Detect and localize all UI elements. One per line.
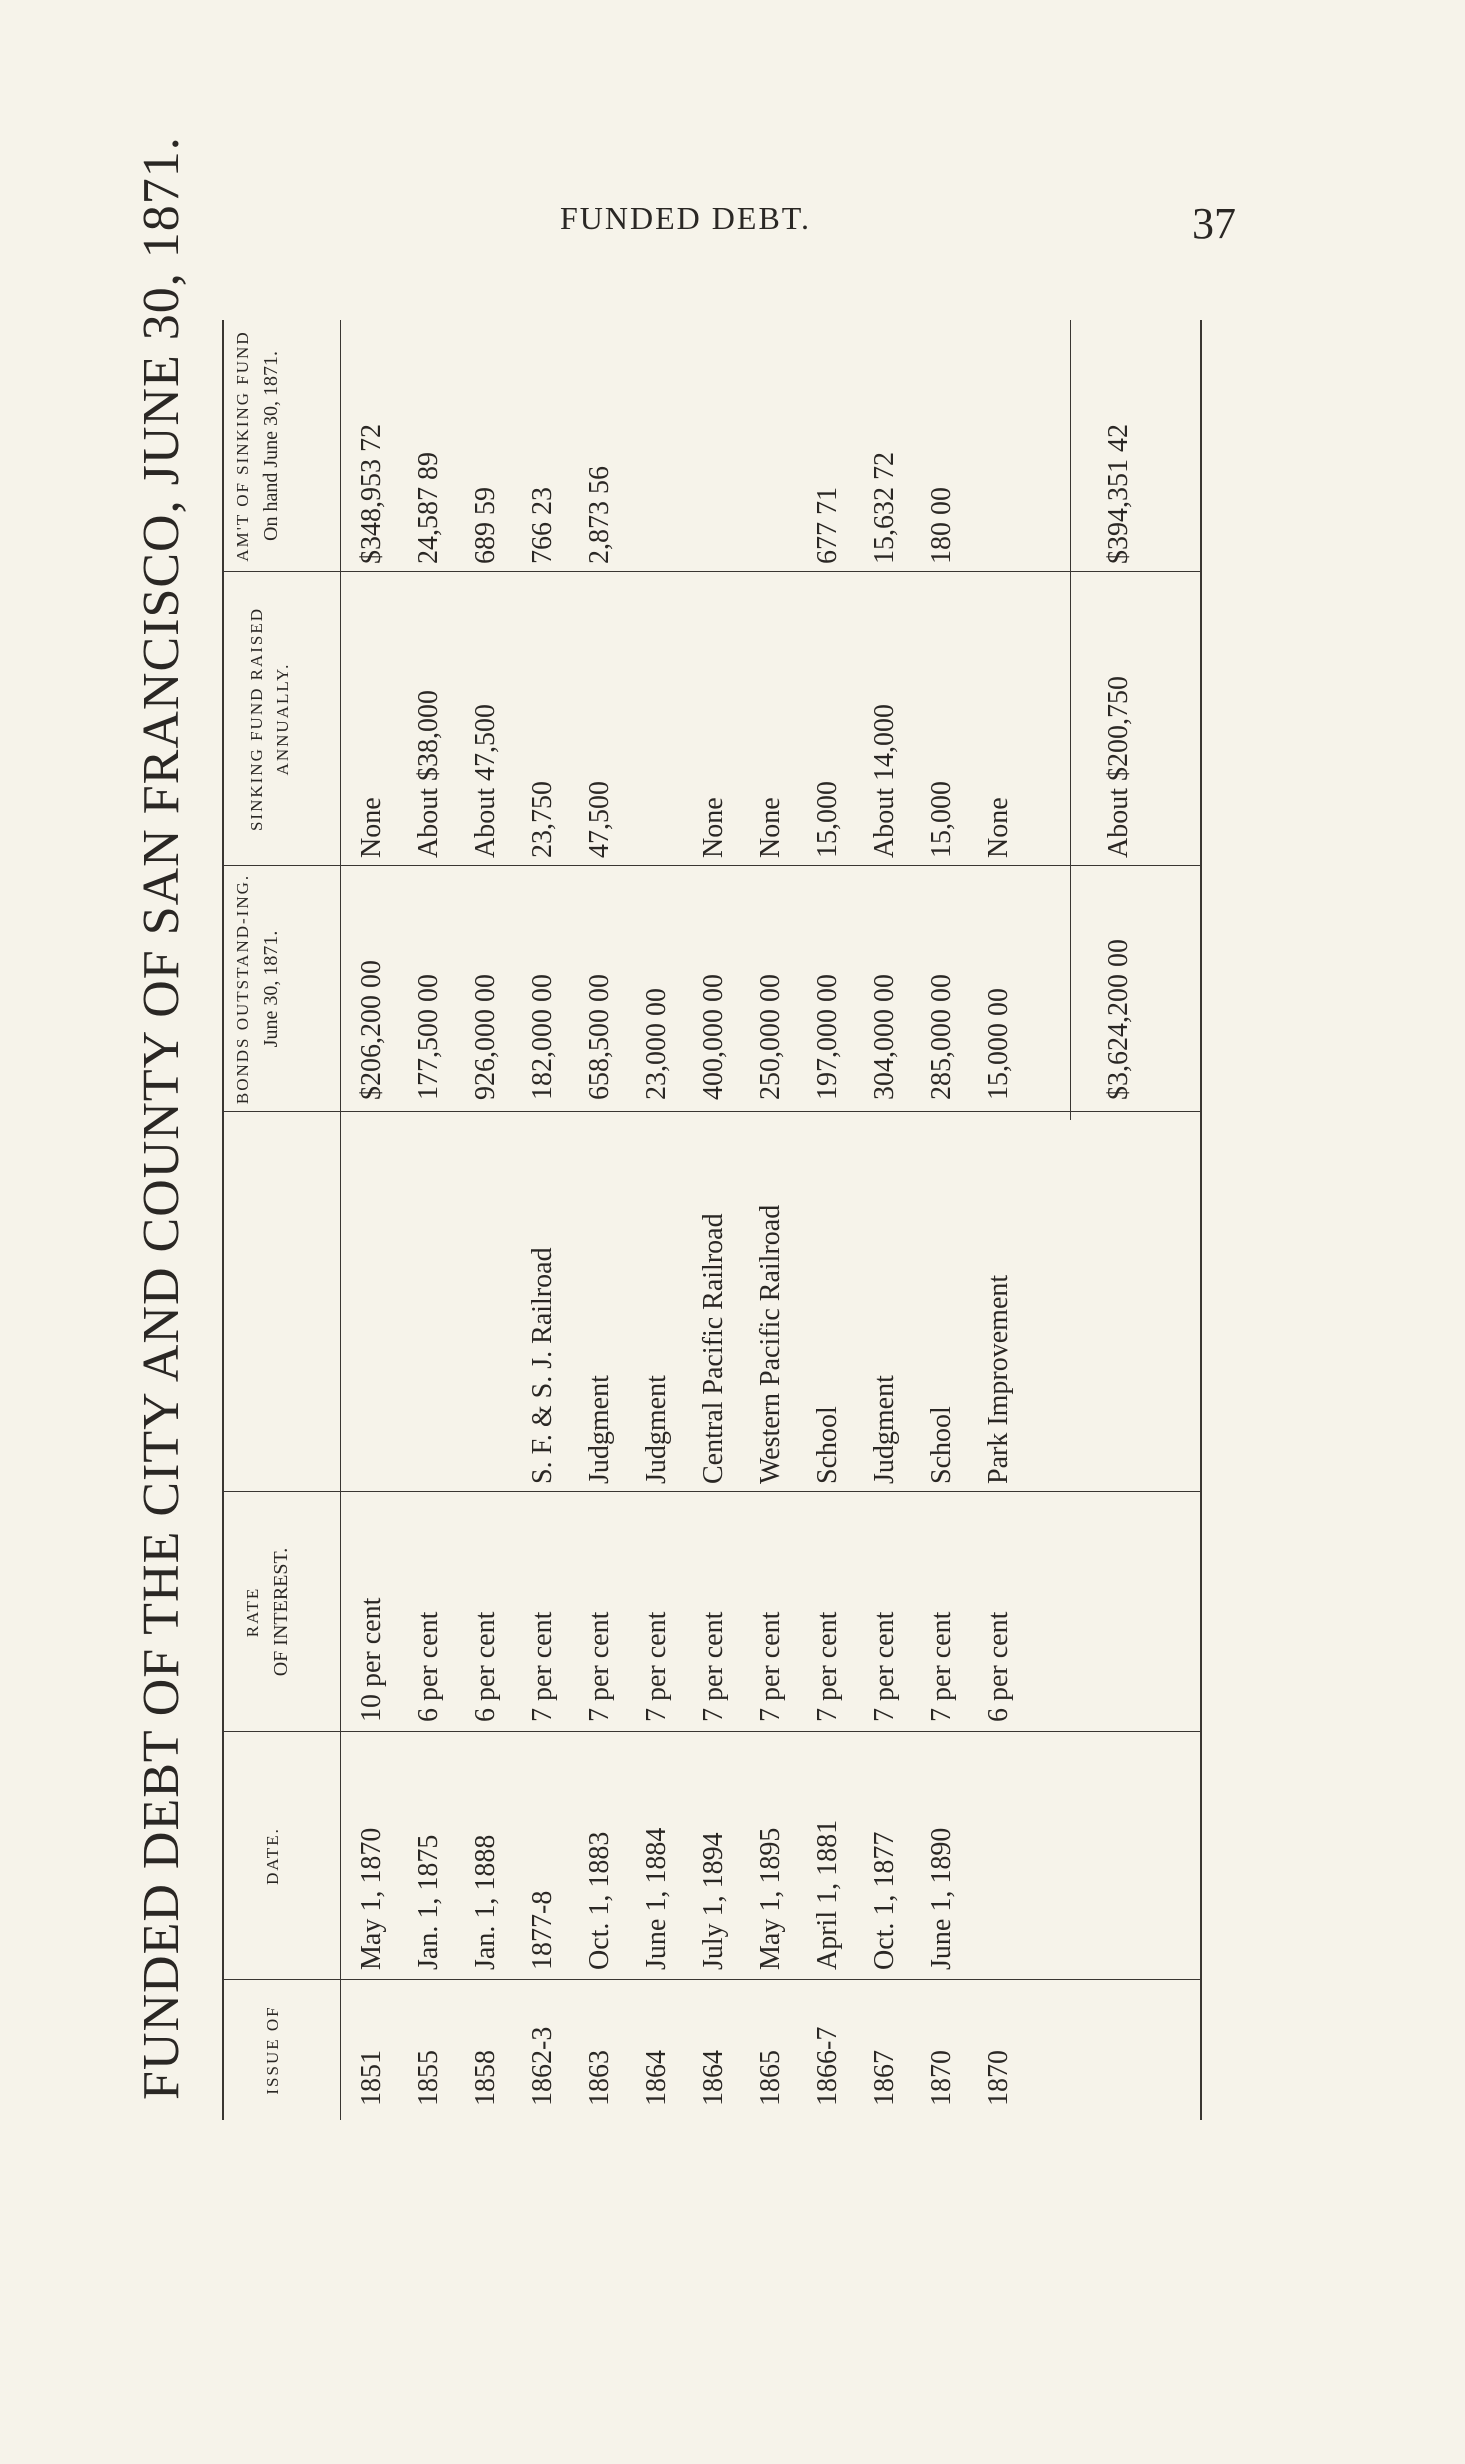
header-rate-sub: OF INTEREST. (269, 1547, 292, 1677)
totals-row (1097, 320, 1157, 1100)
rate-cell: 7 per cent (641, 1611, 672, 1722)
header-issue: ISSUE OF (263, 2005, 282, 2095)
bonds-cell: $206,200 00 (356, 960, 387, 1100)
running-head: FUNDED DEBT. (560, 200, 811, 236)
issue-cell: 1862-3 (527, 2026, 558, 2106)
sinking-cell: None (356, 797, 387, 858)
sinking-cell: 23,750 (527, 781, 558, 858)
bonds-cell: 23,000 00 (641, 988, 672, 1100)
issue-cell: 1867 (869, 2050, 900, 2106)
table-title: FUNDED DEBT OF THE CITY AND COUNTY OF SAN FRANCISCO, JUNE 30, 1871. (133, 136, 190, 2100)
issue-cell: 1864 (641, 2050, 672, 2106)
header-sinking: SINKING FUND RAISED ANNUALLY. (247, 606, 292, 832)
table-row (920, 320, 970, 2120)
issue-cell: 1870 (983, 2050, 1014, 2106)
issue-cell: 1858 (470, 2050, 501, 2106)
sinking-cell: None (983, 797, 1014, 858)
bonds-cell: 658,500 00 (584, 974, 615, 1100)
header-rate (240, 1492, 296, 1732)
issue-cell: 1863 (584, 2050, 615, 2106)
date-cell: June 1, 1884 (641, 1827, 672, 1970)
table-row (464, 320, 514, 2120)
rate-cell: 7 per cent (698, 1611, 729, 1722)
rate-cell: 6 per cent (983, 1611, 1014, 1722)
bonds-cell: 926,000 00 (470, 974, 501, 1100)
purpose-cell: Judgment (869, 1375, 900, 1484)
sinking-cell: None (755, 797, 786, 858)
date-cell: Jan. 1, 1875 (413, 1834, 444, 1970)
table-row (407, 320, 457, 2120)
date-cell: June 1, 1890 (926, 1827, 957, 1970)
rate-cell: 7 per cent (926, 1611, 957, 1722)
bonds-cell: 304,000 00 (869, 974, 900, 1100)
sinking-cell: About $38,000 (413, 690, 444, 858)
purpose-cell: Park Improvement (983, 1274, 1014, 1484)
amount-cell: 2,873 56 (584, 466, 615, 564)
issue-cell: 1864 (698, 2050, 729, 2106)
bonds-cell: 400,000 00 (698, 974, 729, 1100)
rate-cell: 6 per cent (470, 1611, 501, 1722)
table-top-rule (222, 320, 224, 2120)
sinking-cell: About 47,500 (470, 704, 501, 858)
date-cell: 1877-8 (527, 1890, 558, 1970)
table-row (635, 320, 685, 2120)
rate-cell: 7 per cent (527, 1611, 558, 1722)
issue-cell: 1870 (926, 2050, 957, 2106)
date-cell: July 1, 1894 (698, 1832, 729, 1970)
issue-cell: 1851 (356, 2050, 387, 2106)
totals-rule (1070, 320, 1071, 1120)
purpose-cell: S. F. & S. J. Railroad (527, 1247, 558, 1484)
total-sinking: About $200,750 (1103, 676, 1134, 858)
page-number: 37 (1192, 199, 1236, 248)
bonds-cell: 250,000 00 (755, 974, 786, 1100)
date-cell: May 1, 1895 (755, 1827, 786, 1970)
bonds-cell: 177,500 00 (413, 974, 444, 1100)
table-row (350, 320, 400, 2120)
total-bonds: $3,624,200 00 (1103, 939, 1134, 1100)
rate-cell: 10 per cent (356, 1597, 387, 1722)
header-amount-label: AM'T OF SINKING FUND (233, 330, 252, 562)
table-row (863, 320, 913, 2120)
issue-cell: 1855 (413, 2050, 444, 2106)
date-cell: Oct. 1, 1877 (869, 1831, 900, 1970)
issue-cell: 1866-7 (812, 2026, 843, 2106)
header-rate-label: RATE (243, 1586, 262, 1638)
amount-cell: 677 71 (812, 487, 843, 564)
date-cell: Oct. 1, 1883 (584, 1831, 615, 1970)
table-row (521, 320, 571, 2120)
bonds-cell: 182,000 00 (527, 974, 558, 1100)
table-row (977, 320, 1027, 2120)
sinking-cell: About 14,000 (869, 704, 900, 858)
amount-cell: 689 59 (470, 487, 501, 564)
date-cell: Jan. 1, 1888 (470, 1834, 501, 1970)
header-bonds-label: BONDS OUTSTAND-ING. (233, 873, 252, 1105)
purpose-cell: Western Pacific Railroad (755, 1204, 786, 1484)
date-cell: May 1, 1870 (356, 1827, 387, 1970)
amount-cell: 15,632 72 (869, 452, 900, 564)
rate-cell: 7 per cent (812, 1611, 843, 1722)
purpose-cell: School (926, 1406, 957, 1484)
bonds-cell: 285,000 00 (926, 974, 957, 1100)
total-amount: $394,351 42 (1103, 424, 1134, 564)
purpose-cell: Judgment (584, 1375, 615, 1484)
purpose-cell: Central Pacific Railroad (698, 1213, 729, 1484)
table-row (692, 320, 742, 2120)
rate-cell: 6 per cent (413, 1611, 444, 1722)
header-rule (340, 320, 341, 2120)
sinking-cell: 15,000 (812, 781, 843, 858)
amount-cell: 180 00 (926, 487, 957, 564)
amount-cell: 24,587 89 (413, 452, 444, 564)
sinking-cell: 47,500 (584, 781, 615, 858)
funded-debt-table (132, 136, 1212, 2120)
amount-cell: 766 23 (527, 487, 558, 564)
sinking-cell: 15,000 (926, 781, 957, 858)
issue-cell: 1865 (755, 2050, 786, 2106)
header-date: DATE. (263, 1827, 282, 1885)
rate-cell: 7 per cent (755, 1611, 786, 1722)
date-cell: April 1, 1881 (812, 1819, 843, 1970)
table-bottom-rule (1200, 320, 1202, 2120)
header-amount (230, 320, 286, 572)
purpose-cell: School (812, 1406, 843, 1484)
amount-cell: $348,953 72 (356, 424, 387, 564)
rate-cell: 7 per cent (584, 1611, 615, 1722)
header-bonds-sub: June 30, 1871. (259, 930, 282, 1048)
table-row (749, 320, 799, 2120)
bonds-cell: 197,000 00 (812, 974, 843, 1100)
sinking-cell: None (698, 797, 729, 858)
bonds-cell: 15,000 00 (983, 988, 1014, 1100)
table-row (806, 320, 856, 2120)
table-row (578, 320, 628, 2120)
rate-cell: 7 per cent (869, 1611, 900, 1722)
header-amount-sub: On hand June 30, 1871. (259, 351, 282, 541)
header-bonds (230, 866, 286, 1112)
purpose-cell: Judgment (641, 1375, 672, 1484)
